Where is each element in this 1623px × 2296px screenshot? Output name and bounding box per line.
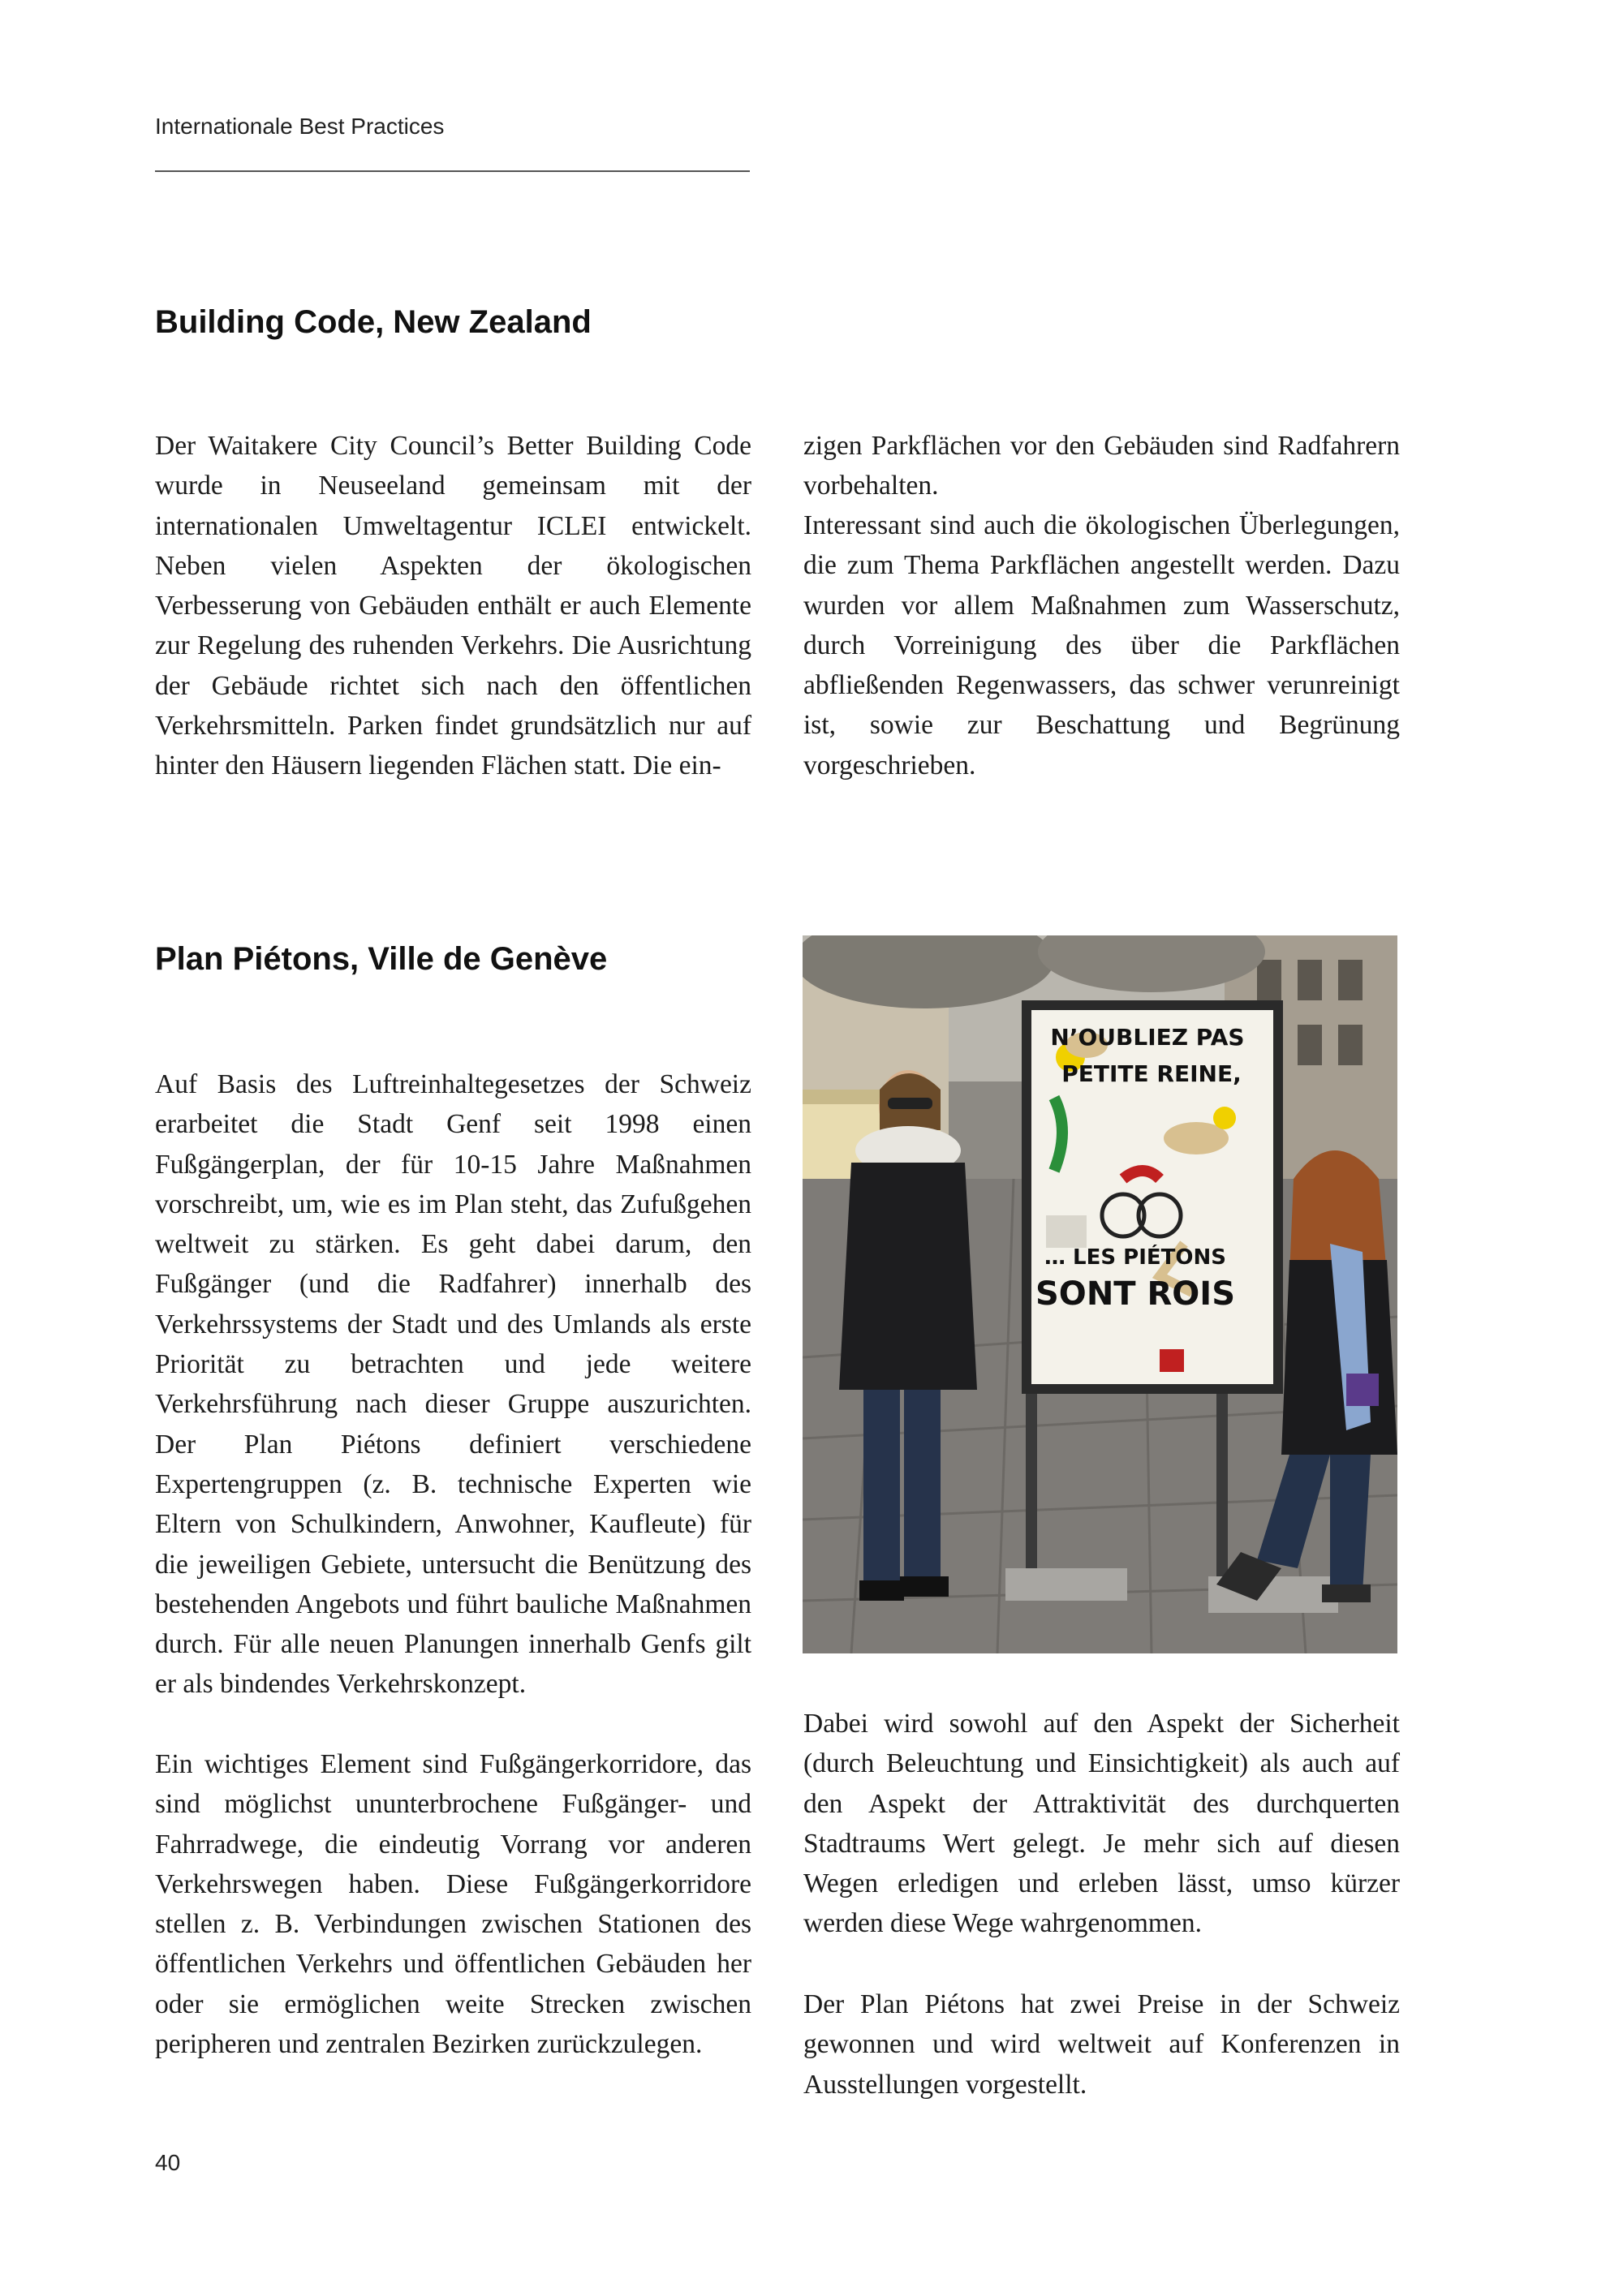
poster-line-2: PETITE REINE, <box>1061 1060 1242 1087</box>
paragraph-plan-pietons-intro: Auf Basis des Luftreinhaltegesetzes der Schweiz erarbeitet die Stadt Genf seit 1998 einen Fußgängerplan, der für 10-15 Jahre Maßnahmen vorschreibt, um, wie es im Plan steht, das Zufußgehen weltweit zu stärken. Es geht dabei darum, den Fußgänger (und die Radfahrer) innerhalb des Verkehrssystems der Stadt und des Umlands als erste Priorität zu betrachten und jede weitere Verkehrsführung nach dieser Gruppe auszurichten. Der Plan Piétons definiert verschiedene Expertengruppen (z. B. technische Experten wie Eltern von Schulkindern, Anwohner, Kaufleute) für die jeweiligen Gebiete, untersucht die Benützung des bestehenden Angebots und führt bauliche Maßnahmen durch. Für alle neuen Planungen innerhalb Genfs gilt er als bindendes Verkehrskonzept. <box>155 1069 751 1700</box>
paragraph-awards: Der Plan Piétons hat zwei Preise in der Schweiz gewonnen und wird weltweit auf Konferenzen in Ausstellungen vorgestellt. <box>803 1989 1400 2100</box>
poster-line-1: N’OUBLIEZ PAS <box>1050 1024 1245 1051</box>
paragraph-parking-ecology: Interessant sind auch die ökologischen Überlegungen, die zum Thema Parkflächen angestellt werden. Dazu wurden vor allem Maßnahmen zum Wasserschutz, durch Vorreinigung des über die Parkflächen abfließenden Regenwassers, das schwer verunreinigt ist, sowie zur Beschattung und Begrünung vorgeschrieben. <box>803 510 1400 780</box>
header-rule <box>155 170 750 172</box>
poster-line-3: … LES PIÉTONS <box>1044 1245 1226 1270</box>
page-number: 40 <box>155 2150 181 2175</box>
poster-line-4: SONT ROIS <box>1035 1275 1235 1313</box>
photo-poster-geneva <box>803 935 1397 1653</box>
paragraph-building-code-col2: zigen Parkflächen vor den Gebäuden sind Radfahrern vorbehalten. <box>803 431 1400 501</box>
running-head: Internationale Best Practices <box>155 114 445 139</box>
paragraph-safety-attractiveness: Dabei wird sowohl auf den Aspekt der Sicherheit (durch Beleuchtung und Einsichtigkeit) als auch auf den Aspekt der Attraktivität des durchquerten Stadtraums Wert gelegt. Je mehr sich auf diesen Wegen erledigen und erleben lässt, umso kürzer werden diese Wege wahrgenommen. <box>803 1709 1400 1939</box>
section-title-plan-pietons: Plan Piétons, Ville de Genève <box>155 941 608 977</box>
paragraph-building-code-col1: Der Waitakere City Council’s Better Building Code wurde in Neuseeland gemeinsam mit der internationalen Umweltagentur ICLEI entwickelt. Neben vielen Aspekten der ökologischen Verbesserung von Gebäuden enthält er auch Elemente zur Regelung des ruhenden Verkehrs. Die Ausrichtung der Gebäude richtet sich nach den öffentlichen Verkehrsmitteln. Parken findet grundsätzlich nur auf hinter den Häusern liegenden Flächen statt. Die ein- <box>155 431 751 781</box>
section-title-building-code: Building Code, New Zealand <box>155 304 592 340</box>
paragraph-corridors: Ein wichtiges Element sind Fußgängerkorridore, das sind möglichst ununterbrochene Fußgänger- und Fahrradwege, die eindeutig Vorrang vor anderen Verkehrswegen haben. Diese Fußgängerkorridore stellen z. B. Verbindungen zwischen Stationen des öffentlichen Verkehrs und öffentlichen Gebäuden her oder sie ermöglichen weite Strecken zwischen peripheren und zentralen Bezirken zurückzulegen. <box>155 1749 751 2060</box>
